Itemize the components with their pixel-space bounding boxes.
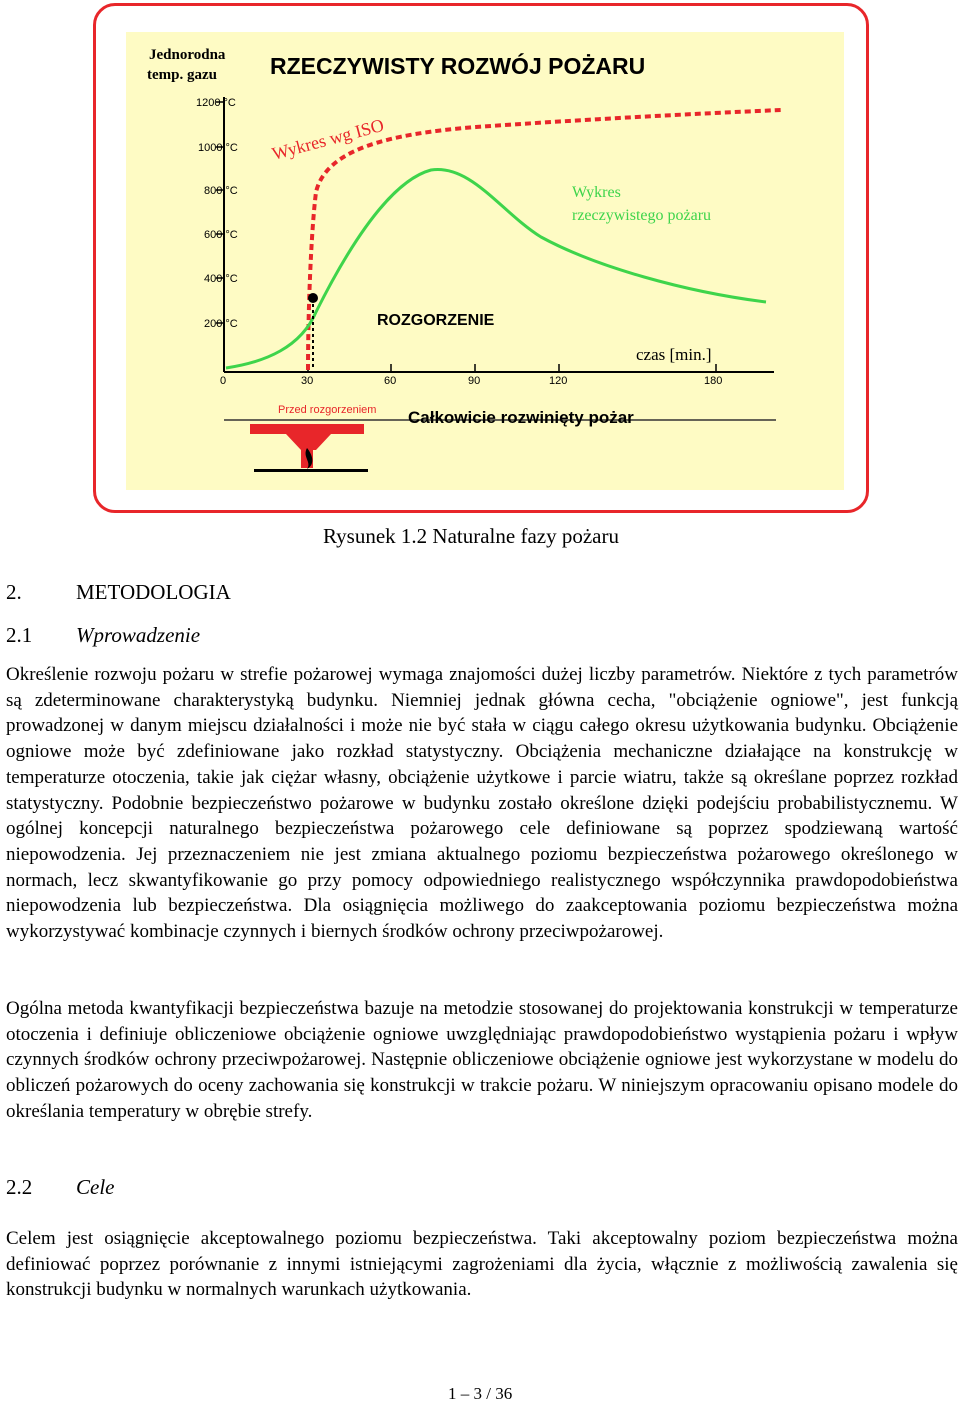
- section-number: 2.1: [6, 623, 33, 647]
- y-tick-label: 600 °C: [204, 229, 238, 241]
- y-tick-label: 1200 °C: [196, 97, 236, 109]
- flashover-label: ROZGORZENIE: [377, 312, 495, 329]
- pre-flashover-label: Przed rozgorzeniem: [278, 404, 377, 416]
- y-tick-marks: [216, 102, 224, 323]
- section-number: 2.: [6, 580, 22, 604]
- section-number: 2.2: [6, 1175, 33, 1199]
- x-tick-label: 0: [220, 375, 227, 387]
- x-tick-label: 120: [549, 375, 568, 387]
- section-title: Cele: [76, 1175, 115, 1199]
- real-fire-label-line1: Wykres: [572, 184, 621, 201]
- paragraph-method: Ogólna metoda kwantyfikacji bezpieczeństwa bazuje na metodzie stosowanej do projektowania konstrukcji w temperaturze otoczenia i definiuje obliczeniowe obciążenie ogniowe uwzględniając prawdopodobieństwo wystąpienia pożaru i wpływ czynnych środków ochrony przeciwpożarowej. Następnie obliczeniowe obciążenie ogniowe jest wykorzystane w modelu do obliczeń pożarowych do oceny zachowania się konstrukcji w trakcie pożaru. W niniejszym opracowaniu opisano modele do określania temperatury w obrębie strefy.: [6, 998, 958, 1122]
- section-heading-metodologia: [6, 580, 231, 605]
- y-axis-title-line2: temp. gazu: [147, 67, 217, 83]
- section-title: Wprowadzenie: [76, 623, 201, 647]
- figure-caption: Rysunek 1.2 Naturalne fazy pożaru: [323, 524, 619, 548]
- figure-title: RZECZYWISTY ROZWÓJ POŻARU: [270, 53, 646, 79]
- y-tick-label: 400 °C: [204, 273, 238, 285]
- fire-development-chart: [126, 32, 844, 490]
- x-tick-label: 30: [301, 375, 314, 387]
- y-tick-label: 800 °C: [204, 185, 238, 197]
- x-tick-marks: [308, 364, 716, 372]
- real-fire-label-line2: rzeczywistego pożaru: [572, 207, 712, 224]
- paragraph-goals: Celem jest osiągnięcie akceptowalnego poziomu bezpieczeństwa. Taki akceptowalny poziom bezpieczeństwa można definiować poprzez porównanie z innymi istniejącymi zagrożeniami dla życia, włącznie z możliwością zawalenia się konstrukcji budynku w normalnych warunkach użytkowania.: [6, 1228, 958, 1301]
- y-axis-title-line1: Jednorodna: [149, 47, 226, 63]
- figure-frame: [93, 3, 869, 513]
- x-tick-label: 180: [704, 375, 723, 387]
- y-tick-label: 200 °C: [204, 318, 238, 330]
- subsection-heading-wprowadzenie: [6, 623, 200, 648]
- paragraph-intro: Określenie rozwoju pożaru w strefie pożarowej wymaga znajomości dużej liczby parametrów. Niektóre z tych parametrów są zdeterminowane charakterystyką budynku. Niemniej jednak główna cecha, "obciążenie ogniowe", jest funkcją prowadzonej w danym miejscu działalności i może nie być stała w ciągu całego okresu użytkowania budynku. Obciążenie ogniowe może być zdefiniowane jako rozkład statystyczny. Obciążenia mechaniczne działające na konstrukcję w temperaturze otoczenia, takie jak ciężar własny, obciążenie użytkowe i parcie wiatru, także są określane poprzez rozkład statystyczny. Podobnie bezpieczeństwo pożarowe w budynku zostało określone dzięki podejściu probabilistycznemu. W ogólnej koncepcji naturalnego bezpieczeństwa pożarowego cele definiowane są poprzez spodziewaną wartość niepowodzenia. Jej przeznaczeniem nie jest zmiana aktualnego poziomu bezpieczeństwa pożarowego określonego w normach, lecz skwantyfikowanie go przy pomocy odpowiedniego realistycznego współczynnika prawdopodobieństwa niepowodzenia lub bezpieczeństwa. Dla osiągnięcia możliwego do zaakceptowania poziomu bezpieczeństwa można wykorzystywać kombinacje czynnych i biernych środków ochrony przeciwpożarowej.: [6, 664, 958, 943]
- section-title: METODOLOGIA: [76, 580, 231, 604]
- y-tick-label: 1000 °C: [198, 142, 238, 154]
- full-fire-label: Całkowicie rozwinięty pożar: [408, 408, 634, 427]
- subsection-heading-cele: [6, 1175, 114, 1200]
- burning-beam-icon: [250, 424, 368, 472]
- iso-label: Wykres wg ISO: [269, 114, 387, 164]
- figure-panel: [126, 32, 844, 490]
- page-number: 1 – 3 / 36: [448, 1384, 513, 1403]
- x-tick-label: 90: [468, 375, 481, 387]
- time-axis-label: czas [min.]: [636, 345, 712, 364]
- x-tick-label: 60: [384, 375, 397, 387]
